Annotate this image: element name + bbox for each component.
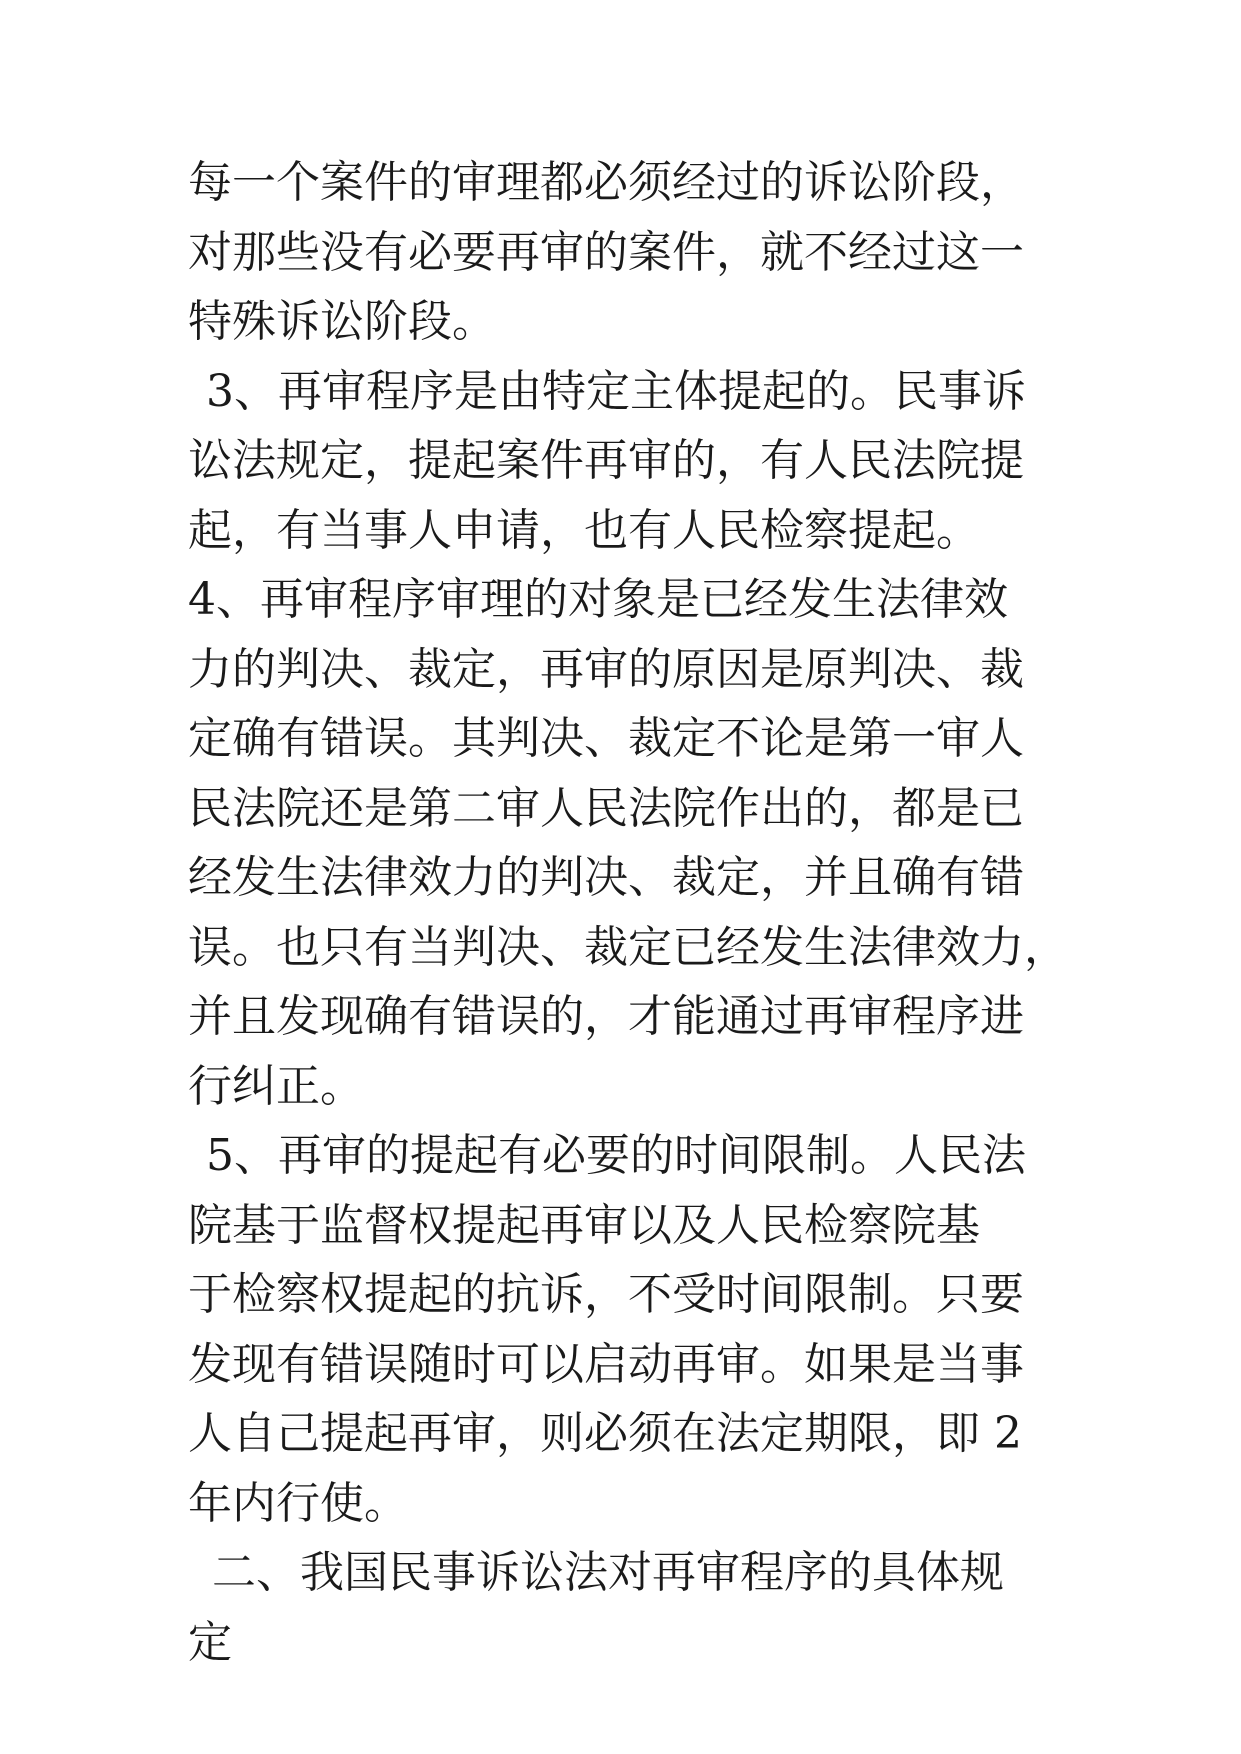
- body-text: [188, 148, 1078, 1677]
- text-line: 起，有当事人申请，也有人民检察提起。: [188, 504, 980, 556]
- text-line: 误。也只有当判决、裁定已经发生法律效力，: [188, 921, 1068, 973]
- text-line: 经发生法律效力的判决、裁定，并且确有错: [188, 852, 1024, 903]
- section-heading: 二、我国民事诉讼法对再审程序的具体规: [212, 1547, 1004, 1598]
- text-line: 5、再审的提起有必要的时间限制。人民法: [206, 1130, 1026, 1181]
- text-line: 并且发现确有错误的，才能通过再审程序进: [188, 991, 1024, 1042]
- text-line: 4、再审程序审理的对象是已经发生法律效: [188, 574, 1008, 625]
- text-line: 特殊诉讼阶段。: [188, 296, 496, 347]
- text-line: 定: [188, 1616, 232, 1668]
- text-line: 讼法规定，提起案件再审的，有人民法院提: [188, 435, 1024, 486]
- text-line: 年内行使。: [188, 1477, 408, 1529]
- text-line: 定确有错误。其判决、裁定不论是第一审人: [188, 713, 1024, 764]
- text-line: 民法院还是第二审人民法院作出的，都是已: [188, 782, 1024, 834]
- text-line: 人自己提起再审，则必须在法定期限，即 2: [188, 1408, 1022, 1459]
- text-line: 于检察权提起的抗诉，不受时间限制。只要: [188, 1269, 1024, 1320]
- text-line: 每一个案件的审理都必须经过的诉讼阶段，: [188, 157, 1024, 208]
- text-line: 院基于监督权提起再审以及人民检察院基: [188, 1199, 980, 1251]
- text-line: 对那些没有必要再审的案件，就不经过这一: [188, 226, 1024, 278]
- text-line: 力的判决、裁定，再审的原因是原判决、裁: [188, 643, 1024, 695]
- text-line: 3、再审程序是由特定主体提起的。民事诉: [206, 365, 1026, 417]
- text-line: 行纠正。: [188, 1060, 364, 1112]
- text-line: 发现有错误随时可以启动再审。如果是当事: [188, 1338, 1024, 1390]
